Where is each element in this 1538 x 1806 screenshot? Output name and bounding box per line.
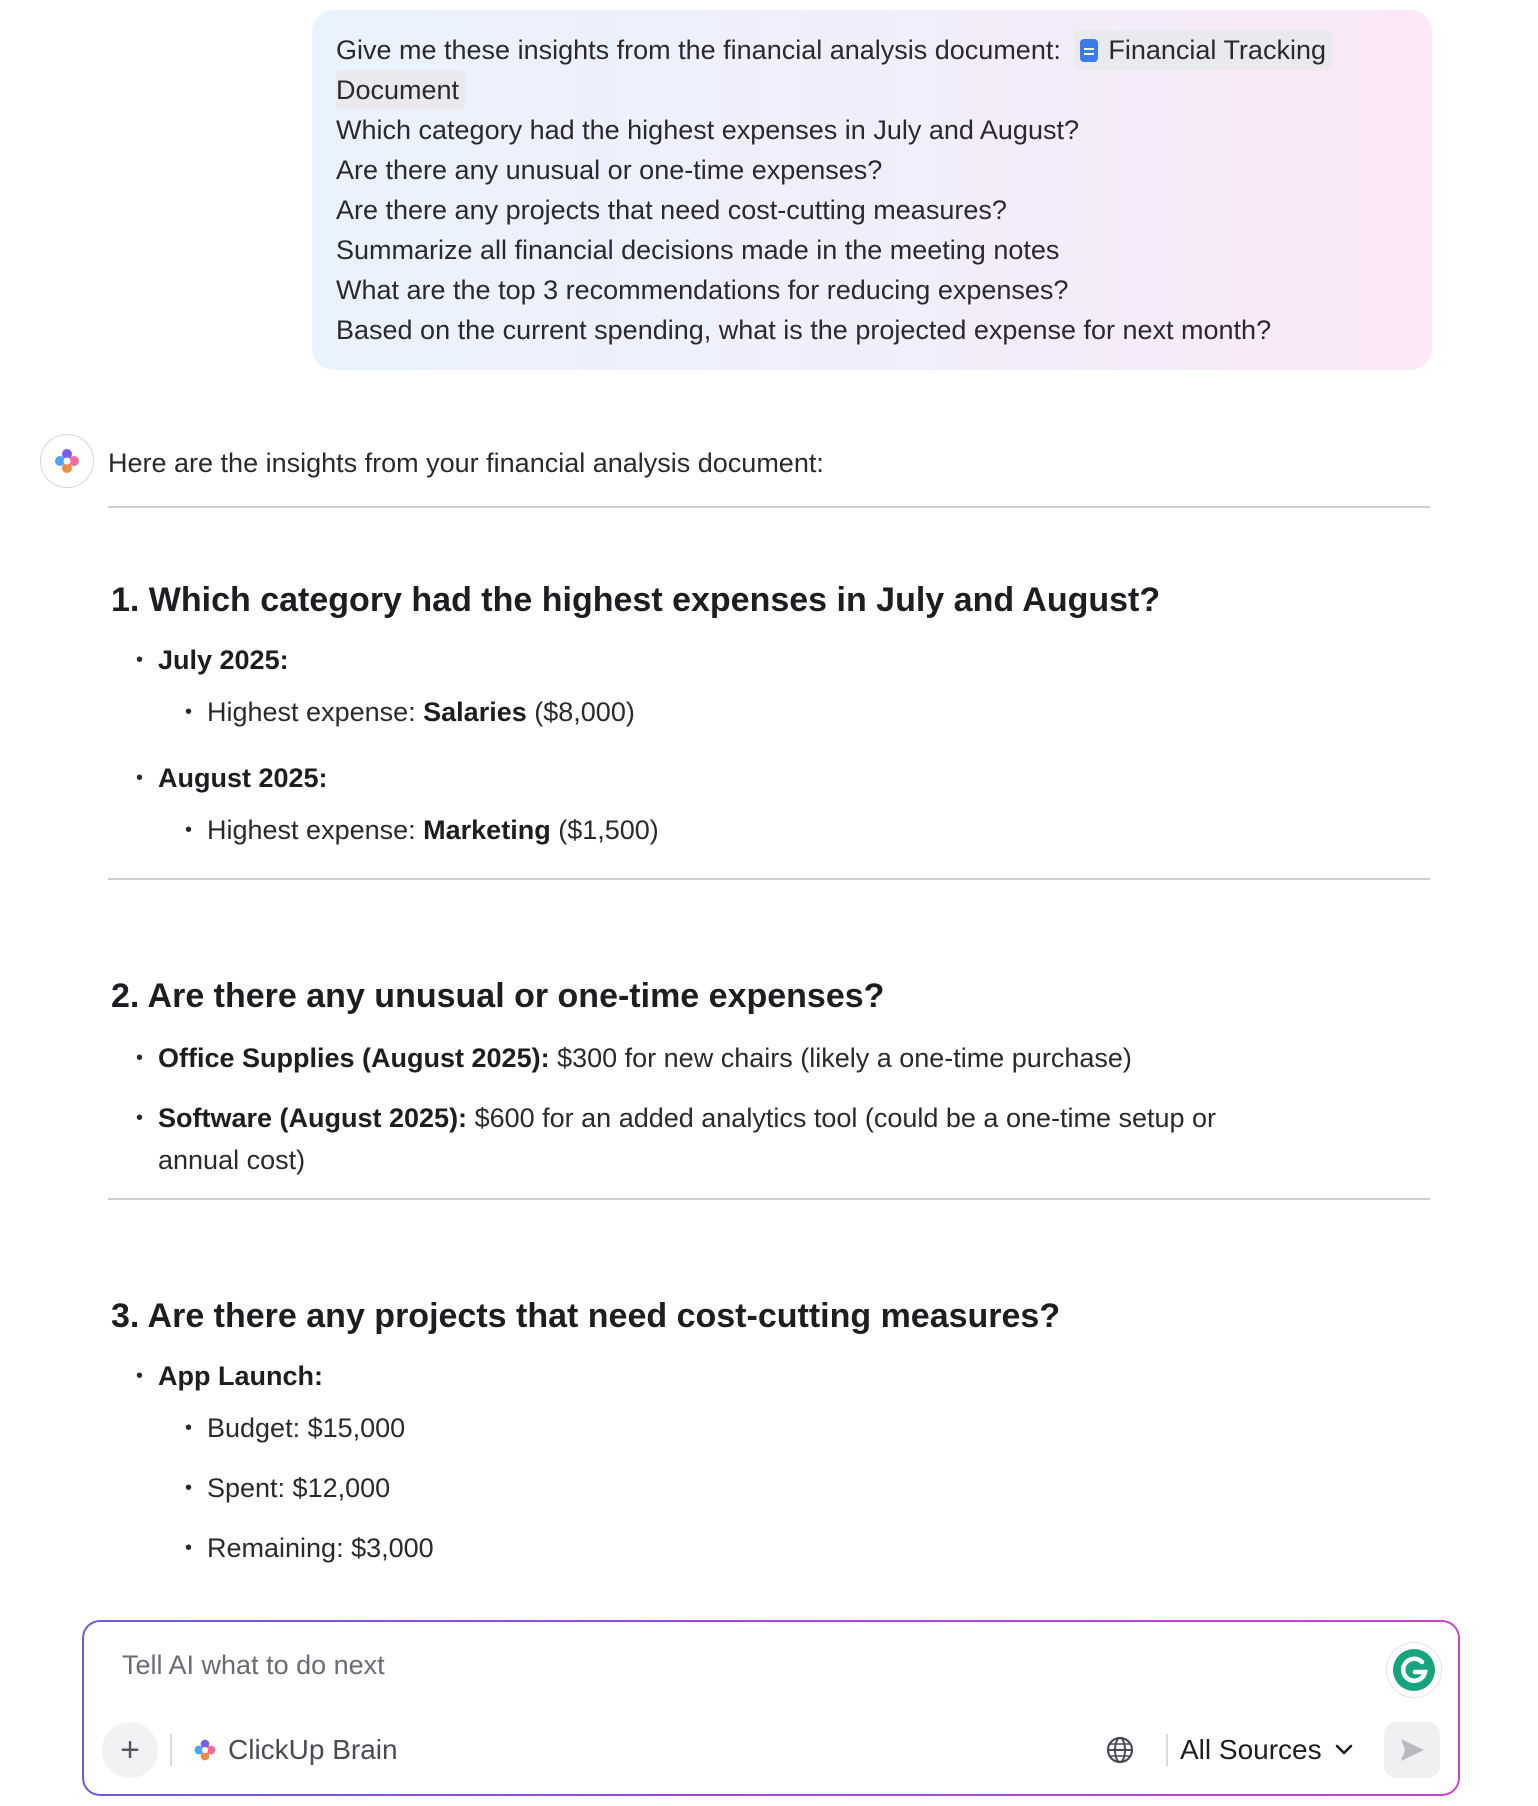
- item-label: App Launch:: [158, 1361, 323, 1391]
- list-item: [207, 692, 635, 732]
- user-question: Are there any unusual or one-time expenses?: [336, 155, 883, 185]
- list-item: [158, 1038, 1132, 1078]
- list-item: [158, 758, 328, 798]
- chevron-down-icon: [1334, 1743, 1354, 1757]
- item-label: August 2025:: [158, 763, 328, 793]
- toolbar-separator: [170, 1734, 172, 1766]
- item-prefix: Highest expense:: [207, 697, 416, 727]
- sources-label: All Sources: [1180, 1734, 1322, 1765]
- bullet: •: [185, 1417, 193, 1439]
- doc-icon: [1080, 39, 1098, 62]
- section-divider: [108, 878, 1430, 880]
- section-heading: 3. Are there any projects that need cost-cutting measures?: [111, 1297, 1061, 1335]
- list-item: [158, 1098, 1216, 1138]
- list-item: Remaining: $3,000: [207, 1533, 434, 1563]
- list-item-continued: annual cost): [158, 1145, 306, 1175]
- bullet: •: [185, 1537, 193, 1559]
- bullet: •: [136, 767, 144, 789]
- clickup-brain-label: ClickUp Brain: [228, 1734, 398, 1765]
- section-divider: [108, 506, 1430, 508]
- globe-icon: [1105, 1735, 1135, 1765]
- user-message-line: [336, 30, 1408, 70]
- bullet: •: [185, 701, 193, 723]
- clickup-brain-selector[interactable]: [192, 1730, 398, 1770]
- user-question: Based on the current spending, what is the projected expense for next month?: [336, 315, 1272, 345]
- item-label: July 2025:: [158, 645, 289, 675]
- clickup-brain-icon: [192, 1737, 218, 1763]
- grammarly-button[interactable]: [1386, 1642, 1442, 1698]
- item-amount: ($1,500): [558, 815, 659, 845]
- sources-dropdown[interactable]: [1180, 1730, 1354, 1770]
- doc-mention-chip-continued[interactable]: [336, 70, 465, 110]
- send-icon: [1397, 1735, 1427, 1765]
- user-message-bubble: [312, 10, 1432, 370]
- response-intro: Here are the insights from your financial analysis document:: [108, 448, 824, 478]
- bullet: •: [185, 1477, 193, 1499]
- item-text: $300 for new chairs (likely a one-time purchase): [557, 1043, 1132, 1073]
- prompt-input[interactable]: Tell AI what to do next: [122, 1650, 385, 1680]
- clickup-brain-icon: [52, 446, 82, 476]
- item-prefix: Highest expense:: [207, 815, 416, 845]
- doc-mention-chip[interactable]: [1074, 30, 1332, 70]
- ai-prompt-composer[interactable]: [82, 1620, 1460, 1796]
- item-category: Marketing: [423, 815, 551, 845]
- item-text: $600 for an added analytics tool (could be a one-time setup or: [474, 1103, 1217, 1133]
- toolbar-separator: [1166, 1734, 1168, 1766]
- bullet: •: [185, 819, 193, 841]
- send-button[interactable]: [1384, 1722, 1440, 1778]
- bullet: •: [136, 1047, 144, 1069]
- section-heading: 2. Are there any unusual or one-time expenses?: [111, 977, 885, 1015]
- bullet: •: [136, 1365, 144, 1387]
- doc-mention-label: Financial Tracking: [1108, 35, 1326, 65]
- user-question: Which category had the highest expenses in July and August?: [336, 115, 1079, 145]
- user-question: Summarize all financial decisions made in the meeting notes: [336, 235, 1060, 265]
- section-divider: [108, 1198, 1430, 1200]
- bullet: •: [136, 1107, 144, 1129]
- item-label: Office Supplies (August 2025):: [158, 1043, 550, 1073]
- list-item: Spent: $12,000: [207, 1473, 391, 1503]
- list-item: Budget: $15,000: [207, 1413, 406, 1443]
- clickup-brain-avatar: [40, 434, 94, 488]
- item-category: Salaries: [423, 697, 527, 727]
- bullet: •: [136, 649, 144, 671]
- list-item: [158, 1356, 323, 1396]
- add-attachment-button[interactable]: [102, 1722, 158, 1778]
- list-item: [158, 640, 289, 680]
- user-question: Are there any projects that need cost-cutting measures?: [336, 195, 1007, 225]
- doc-mention-label-cont: Document: [336, 75, 460, 105]
- item-label: Software (August 2025):: [158, 1103, 468, 1133]
- user-question: What are the top 3 recommendations for reducing expenses?: [336, 275, 1069, 305]
- list-item: [207, 810, 659, 850]
- web-search-toggle[interactable]: [1100, 1730, 1140, 1770]
- plus-icon: +: [120, 1731, 140, 1769]
- item-amount: ($8,000): [534, 697, 635, 727]
- user-message-line: [336, 70, 1408, 110]
- user-message-lead: Give me these insights from the financial analysis document:: [336, 35, 1061, 65]
- grammarly-icon: [1392, 1648, 1436, 1692]
- section-heading: 1. Which category had the highest expenses in July and August?: [111, 581, 1161, 619]
